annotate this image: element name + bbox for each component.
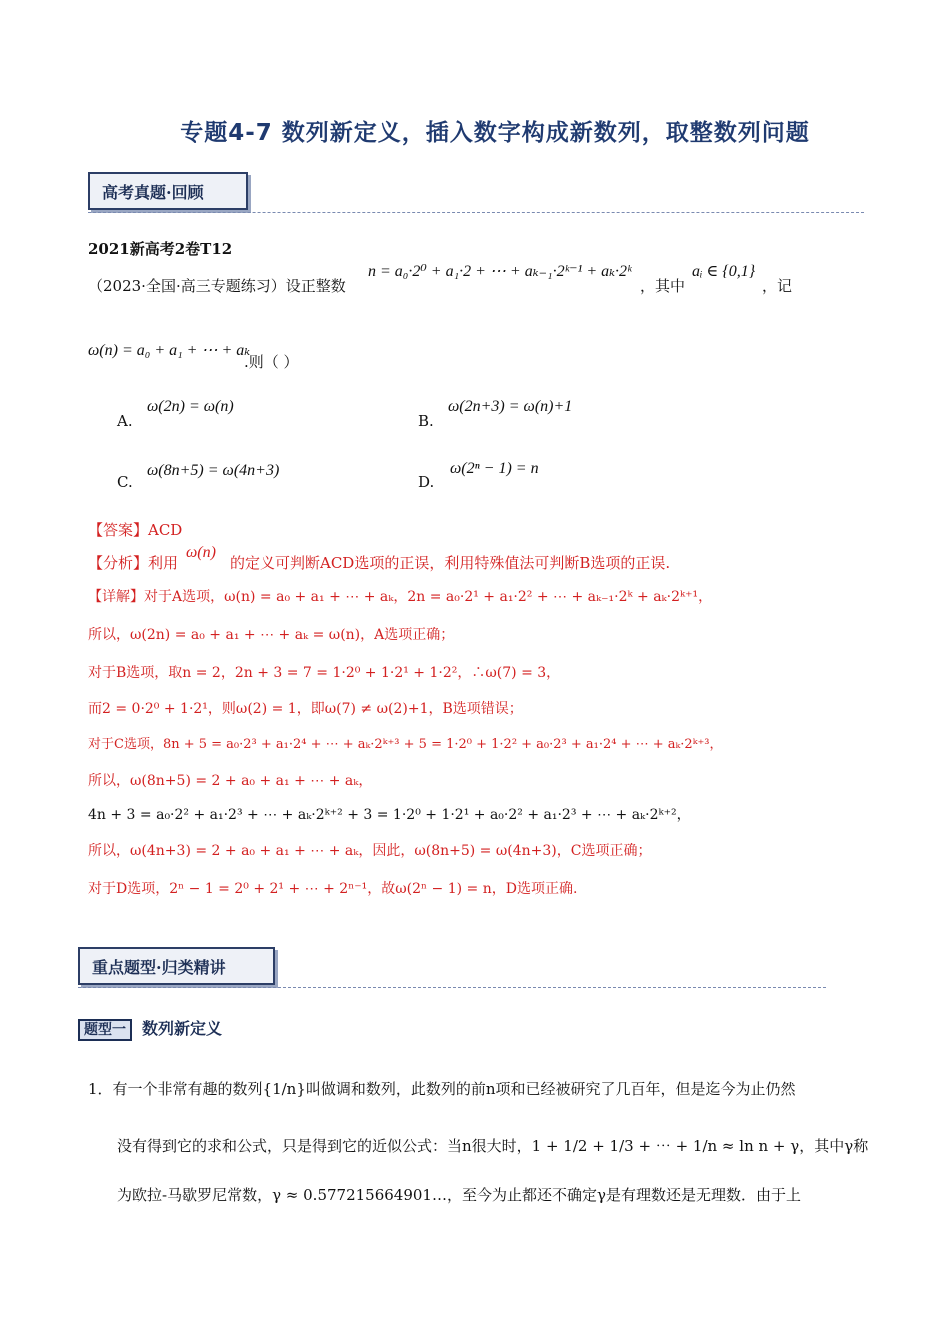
section-divider	[88, 212, 864, 213]
option-d-label: D.	[418, 473, 435, 491]
option-a-label: A.	[117, 412, 133, 430]
formula-n: n = a₀·2⁰ + a₁·2 + ⋯ + aₖ₋₁·2ᵏ⁻¹ + aₖ·2ᵏ	[368, 263, 632, 280]
solution-line-1: 【详解】对于A选项，ω(n) = a₀ + a₁ + ⋯ + aₖ，2n = a₀·2¹ + a₁·2² + ⋯ + aₖ₋₁·2ᵏ + aₖ·2ᵏ⁺¹，	[88, 589, 713, 605]
solution-line-5: 对于C选项，8n + 5 = a₀·2³ + a₁·2⁴ + ⋯ + aₖ·2ᵏ⁺³ + 5 = 1·2⁰ + 1·2² + a₀·2³ + a₁·2⁴ + ⋯ + aₖ·2ᵏ⁺³，	[88, 737, 723, 752]
option-b-label: B.	[418, 412, 434, 430]
question-1-line-1: 1．有一个非常有趣的数列{1/n}叫做调和数列，此数列的前n项和已经被研究了几百年，但是迄今为止仍然	[88, 1080, 796, 1098]
option-c-expr: ω(8n+5) = ω(4n+3)	[147, 462, 280, 479]
analysis-expr: ω(n)	[186, 544, 216, 561]
solution-line-9: 对于D选项，2ⁿ − 1 = 2⁰ + 2¹ + ⋯ + 2ⁿ⁻¹，故ω(2ⁿ − 1) = n，D选项正确.	[88, 881, 578, 897]
problem-intro: （2023·全国·高三专题练习）设正整数	[88, 277, 346, 295]
question-1-line-2: 没有得到它的求和公式，只是得到它的近似公式：当n很大时，1 + 1/2 + 1/3 + ⋯ + 1/n ≈ ln n + γ，其中γ称	[117, 1137, 869, 1155]
option-d-expr: ω(2ⁿ − 1) = n	[450, 460, 539, 477]
type-name: 数列新定义	[142, 1019, 223, 1038]
problem-record: ，记	[762, 277, 793, 295]
analysis-text: 的定义可判断ACD选项的正误，利用特殊值法可判断B选项的正误.	[230, 554, 671, 572]
analysis-prefix: 【分析】利用	[88, 554, 179, 572]
ai-set: aᵢ ∈ {0,1}	[692, 263, 756, 280]
solution-line-7: 4n + 3 = a₀·2² + a₁·2³ + ⋯ + aₖ·2ᵏ⁺² + 3 = 1·2⁰ + 1·2¹ + a₀·2² + a₁·2³ + ⋯ + aₖ·2ᵏ⁺²，	[88, 807, 691, 823]
solution-line-2: 所以，ω(2n) = a₀ + a₁ + ⋯ + aₖ = ω(n)，A选项正确；	[88, 627, 455, 643]
omega-definition: ω(n) = a₀ + a₁ + ⋯ + aₖ	[88, 342, 251, 359]
problem-where: ，其中	[640, 277, 686, 295]
solution-line-8: 所以，ω(4n+3) = 2 + a₀ + a₁ + ⋯ + aₖ，因此，ω(8n+5) = ω(4n+3)，C选项正确；	[88, 843, 652, 859]
page-title: 专题4-7 数列新定义，插入数字构成新数列，取整数列问题	[180, 120, 810, 146]
solution-line-4: 而2 = 0·2⁰ + 1·2¹，则ω(2) = 1，即ω(7) ≠ ω(2)+1，B选项错误；	[88, 701, 523, 717]
type-heading	[78, 1016, 222, 1041]
solution-line-3: 对于B选项，取n = 2，2n + 3 = 7 = 1·2⁰ + 1·2¹ + 1·2²，∴ω(7) = 3，	[88, 665, 561, 681]
problem-then: .则（ ）	[244, 353, 299, 371]
section-divider	[78, 987, 826, 988]
option-c-label: C.	[117, 473, 133, 491]
question-1-line-3: 为欧拉-马歇罗尼常数，γ ≈ 0.577215664901…，至今为止都还不确定γ是有理数还是无理数．由于上	[117, 1186, 801, 1204]
section-header-review	[88, 172, 248, 210]
option-b-expr: ω(2n+3) = ω(n)+1	[448, 398, 573, 415]
answer-line: 【答案】ACD	[88, 521, 183, 539]
section-header-label: 高考真题·回顾	[102, 183, 204, 202]
section-header-types	[78, 947, 275, 985]
section-header-label: 重点题型·归类精讲	[92, 958, 226, 977]
problem-source: 2021新高考2卷T12	[88, 240, 233, 258]
type-tag: 题型一	[78, 1019, 132, 1041]
solution-line-6: 所以，ω(8n+5) = 2 + a₀ + a₁ + ⋯ + aₖ，	[88, 773, 373, 789]
option-a-expr: ω(2n) = ω(n)	[147, 398, 234, 415]
